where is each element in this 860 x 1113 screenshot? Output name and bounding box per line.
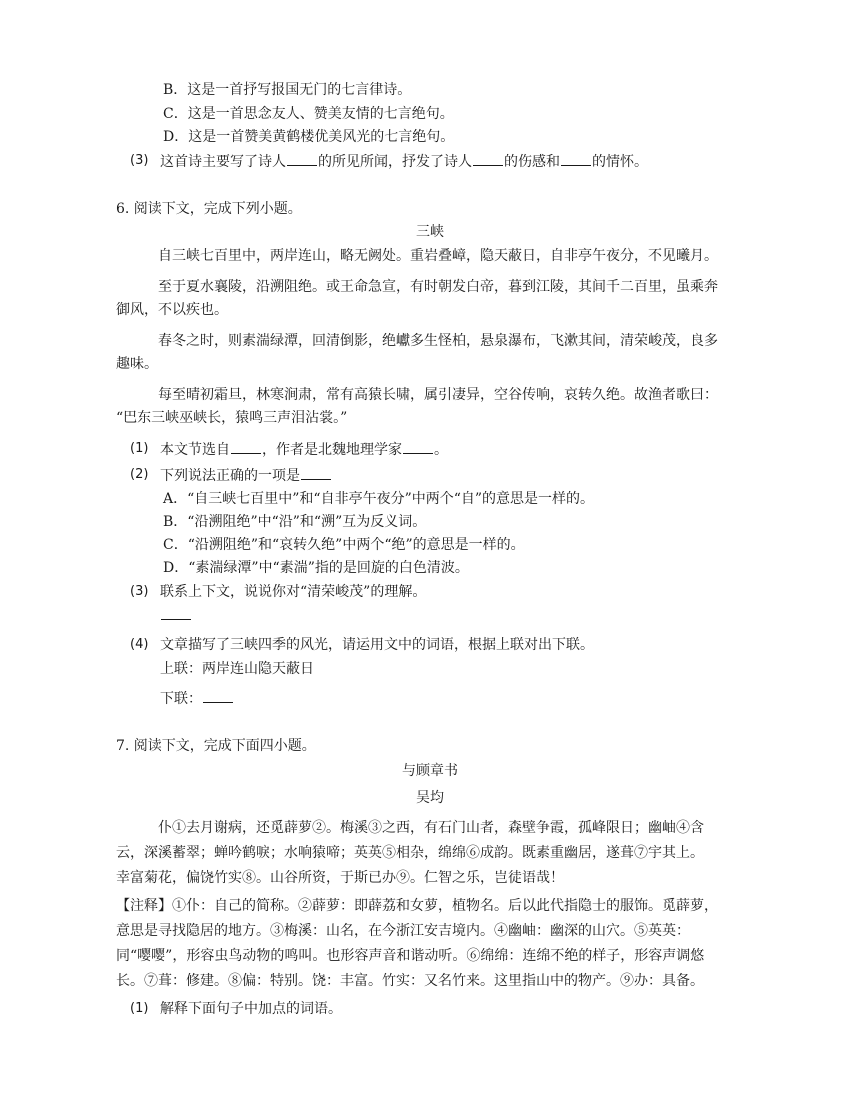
q6-sub1-text-c: 。 (434, 442, 448, 458)
q6-paragraph-4a: 每至晴初霜旦，林寒涧肃，常有高猿长啸，属引凄异，空谷传响，哀转久绝。故渔者歌曰： (158, 387, 718, 403)
q5-sub3-text-b: 的所见所闻，抒发了诗人 (318, 154, 472, 170)
q6-paragraph-4b: “巴东三峡巫峡长，猿鸣三声泪沾裳。” (116, 410, 348, 426)
q7-note-line-2: 意思是寻找隐居的地方。③梅溪：山名，在今浙江安吉境内。④幽岫：幽深的山穴。⑤英英： (116, 923, 690, 939)
q5-sub3-question (160, 151, 648, 172)
q6-sub4-lower-label: 下联： (160, 691, 202, 707)
q7-note-line-3: 同“嘤嘤”，形容虫鸟动物的鸣叫。也形容声音和谐动听。⑥绵绵：连绵不绝的样子，形容声调悠 (116, 948, 705, 964)
q5-option-d: D．这是一首赞美黄鹤楼优美风光的七言绝句。 (163, 129, 455, 145)
q6-sub2-text: 下列说法正确的一项是 (160, 468, 300, 484)
q6-sub1-blank-1[interactable] (231, 439, 261, 454)
q6-sub3-number: (3) (130, 584, 149, 599)
q6-sub4-blank[interactable] (203, 688, 233, 703)
q7-note-line-1: 【注释】①仆：自己的简称。②薜萝：即薜荔和女萝，植物名。后以此代指隐士的服饰。觅薜萝， (116, 898, 718, 914)
q6-sub4-question: 文章描写了三峡四季的风光，请运用文中的词语，根据上联对出下联。 (160, 637, 594, 653)
q6-sub1-text-a: 本文节选自 (160, 442, 230, 458)
q5-sub3-blank-3[interactable] (561, 151, 591, 166)
q5-sub3-blank-1[interactable] (287, 151, 317, 166)
q6-paragraph-2a: 至于夏水襄陵，沿溯阻绝。或王命急宣，有时朝发白帝，暮到江陵，其间千二百里，虽乘奔 (158, 279, 718, 295)
q5-option-c: C．这是一首思念友人、赞美友情的七言绝句。 (163, 106, 454, 122)
q5-sub3-text-c: 的伤感和 (504, 154, 560, 170)
q6-paragraph-3b: 趣味。 (116, 356, 158, 372)
q7-sub1-number: (1) (130, 1001, 149, 1016)
q5-option-b: B．这是一首抒写报国无门的七言律诗。 (163, 82, 412, 98)
q6-paragraph-1: 自三峡七百里中，两岸连山，略无阙处。重岩叠嶂，隐天蔽日，自非亭午夜分，不见曦月。 (158, 248, 718, 264)
q7-paragraph-line-3: 幸富菊花，偏饶竹实⑧。山谷所资，于斯已办⑨。仁智之乐，岂徒语哉！ (116, 870, 564, 886)
q7-paragraph-line-1: 仆①去月谢病，还觅薜萝②。梅溪③之西，有石门山者，森壁争霞，孤峰限日；幽岫④含 (158, 820, 704, 836)
q6-heading: 6. 阅读下文，完成下列小题。 (116, 201, 302, 217)
q5-sub3-number: (3) (130, 153, 149, 168)
q7-heading: 7. 阅读下文，完成下面四小题。 (116, 738, 316, 754)
q6-sub1-text-b: ，作者是北魏地理学家 (262, 442, 402, 458)
q6-sub3-blank[interactable] (161, 605, 191, 620)
q6-sub4-upper-couplet: 上联：两岸连山隐天蔽日 (160, 661, 314, 677)
q6-sub2-option-a: A．“自三峡七百里中”和“自非亭午夜分”中两个“自”的意思是一样的。 (163, 491, 595, 507)
q6-paragraph-2b: 御风，不以疾也。 (116, 302, 228, 318)
q6-sub1-number: (1) (130, 441, 149, 456)
q5-sub3-text-a: 这首诗主要写了诗人 (160, 154, 286, 170)
q6-sub3-answer-line (160, 605, 192, 626)
q6-sub4-number: (4) (130, 637, 149, 652)
q6-paragraph-3a: 春冬之时，则素湍绿潭，回清倒影，绝巘多生怪柏，悬泉瀑布，飞漱其间，清荣峻茂，良多 (158, 333, 718, 349)
q6-sub2-option-b: B．“沿溯阻绝”中“沿”和“溯”互为反义词。 (163, 514, 427, 530)
q6-sub2-number: (2) (130, 467, 149, 482)
q6-sub2-option-d: D．“素湍绿潭”中“素湍”指的是回旋的白色清波。 (163, 560, 469, 576)
q5-sub3-text-d: 的情怀。 (592, 154, 648, 170)
q7-note-line-4: 长。⑦葺：修建。⑧偏：特别。饶：丰富。竹实：又名竹来。这里指山中的物产。⑨办：具备。 (116, 973, 704, 989)
q7-paragraph-line-2: 云，深溪蓄翠；蝉吟鹤唳；水响猿啼；英英⑤相杂，绵绵⑥成韵。既素重幽居，遂葺⑦宇其上。 (116, 845, 704, 861)
q6-sub2-question (160, 465, 332, 486)
q7-author: 吴均 (416, 790, 444, 806)
q5-sub3-blank-2[interactable] (473, 151, 503, 166)
q6-sub2-option-c: C．“沿溯阻绝”和“哀转久绝”中两个“绝”的意思是一样的。 (163, 537, 525, 553)
q7-sub1-question: 解释下面句子中加点的词语。 (160, 1001, 342, 1017)
q6-sub1-blank-2[interactable] (403, 439, 433, 454)
q6-sub4-lower-couplet (160, 688, 234, 709)
q7-title: 与顾章书 (402, 763, 458, 779)
q6-title: 三峡 (416, 224, 444, 240)
q6-sub1-question (160, 439, 448, 460)
q6-sub3-question: 联系上下文，说说你对“清荣峻茂”的理解。 (160, 584, 427, 600)
q6-sub2-blank[interactable] (301, 465, 331, 480)
